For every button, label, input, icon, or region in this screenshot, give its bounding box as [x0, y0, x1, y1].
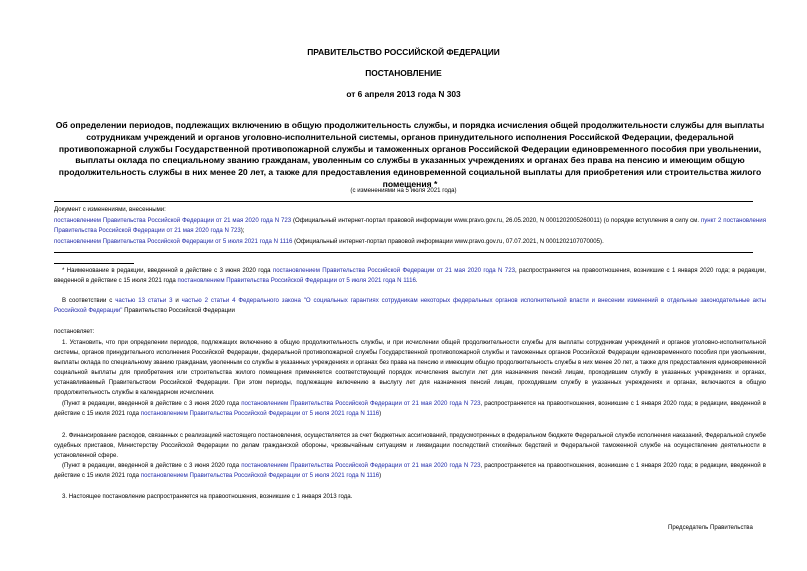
divider-bottom: [54, 252, 753, 253]
preamble-link-law[interactable]: частью 2 статьи 4 Федерального закона "О социальных гарантиях сотрудникам некоторых федеральных органов исполнительной власти и внесении изменений в отдельные законодательные акты Российской Федерации": [54, 297, 766, 314]
document-type-heading: ПОСТАНОВЛЕНИЕ: [365, 68, 442, 78]
preamble-link-article3[interactable]: частью 13 статьи 3: [115, 297, 173, 304]
p2-note-link-1116[interactable]: постановлением Правительства Российской Федерации от 5 июля 2021 года N 1116: [140, 472, 380, 479]
footnote-text-3: .: [415, 277, 418, 284]
paragraph-1-note: [54, 399, 766, 419]
change-link-1116[interactable]: постановлением Правительства Российской Федерации от 5 июля 2021 года N 1116: [54, 237, 293, 245]
footnote-text-2: , распространяется на правоотношения, возникшие с 1 января 2020 года; в редакции, введенной в действие с 15 июля 2021 года: [54, 267, 766, 284]
changes-intro: Документ с изменениями, внесенными:: [54, 206, 166, 213]
changes-block: [54, 205, 766, 247]
p2-note-text-3: ): [379, 472, 382, 479]
p2-note-text-1: (Пункт в редакции, введенной в действие с 3 июня 2020 года: [62, 462, 240, 469]
change-link-723-point2[interactable]: пункт 2 постановления Правительства Российской Федерации от 21 мая 2020 года N 723: [54, 216, 766, 235]
preamble-text-3: Правительство Российской Федерации: [124, 307, 235, 314]
change-item-1: [54, 216, 766, 237]
paragraph-2-note: [54, 461, 766, 481]
p1-note-link-1116[interactable]: постановлением Правительства Российской Федерации от 5 июля 2021 года N 1116: [140, 410, 380, 417]
paragraph-1: 1. Установить, что при определении периодов, подлежащих включению в общую продолжительность службы, и при исчислении общей продолжительности службы для выплаты сотрудникам учреждений и органов уголовно-исполнительной системы, органов принудительного исполнения Российской Федерации, федеральной противопожарной службы Государственной противопожарной службы и таможенных органов Российской Федерации единовременного пособия при увольнении, выплаты оклада по специальному званию гражданам, уволенным со службы в указанных учреждениях и органах без права на пенсию и имеющим общую продолжительность службы в них менее 20 лет, а также для предоставления единовременной социальной выплаты для приобретения или строительства жилого помещения применяется соответствующий порядок исчисления выслуги лет для назначения пенсий лицам, проходившим службу в указанных учреждениях и органах, устанавливаемый Правительством Российской Федерации. При этом периоды, подлежащие включению в выслугу лет для назначения пенсий лицам, проходившим службу в указанных учреждениях и органах, включаются в общую продолжительность службы в календарном исчислении.: [54, 339, 766, 396]
document-title: Об определении периодов, подлежащих включению в общую продолжительность службы, и порядка исчисления общей продолжительности службы для выплаты сотрудникам учреждений и органов уголовно-исполнительной системы, органов принудительного исполнения Российской Федерации, федеральной противопожарной службы Государственной противопожарной службы и таможенных органов Российской Федерации единовременного пособия при увольнении, выплаты оклада по специальному званию гражданам, уволенным со службы в указанных учреждениях и органах без права на пенсию и имеющим общую продолжительность службы в них менее 20 лет, а также для предоставления единовременной социальной выплаты для приобретения или строительства жилого помещения *: [55, 120, 765, 189]
p1-note-text-1: (Пункт в редакции, введенной в действие с 3 июня 2020 года: [62, 400, 240, 407]
footnote-text-1: * Наименование в редакции, введенной в действие с 3 июня 2020 года: [62, 267, 271, 274]
change-link-723[interactable]: постановлением Правительства Российской Федерации от 21 мая 2020 года N 723: [54, 216, 292, 224]
p1-note-link-723[interactable]: постановлением Правительства Российской Федерации от 21 мая 2020 года N 723: [241, 400, 481, 407]
footnote-separator: [54, 263, 134, 264]
footnote: [54, 266, 766, 286]
preamble: [54, 296, 766, 316]
change-text-1116: (Официальный интернет-портал правовой информации www.pravo.gov.ru, 07.07.2021, N 0001202107070005).: [294, 237, 604, 245]
signature: Председатель Правительства: [668, 524, 753, 531]
government-heading: ПРАВИТЕЛЬСТВО РОССИЙСКОЙ ФЕДЕРАЦИИ: [307, 47, 500, 57]
revision-note: (с изменениями на 5 июля 2021 года): [350, 187, 457, 194]
p1-note-text-3: ): [379, 410, 382, 417]
date-number-heading: от 6 апреля 2013 года N 303: [346, 89, 461, 99]
decrees-word: постановляет:: [54, 328, 95, 335]
change-text-723: (Официальный интернет-портал правовой информации www.pravo.gov.ru, 26.05.2020, N 0001202005260011) (о порядке вступления в силу см.: [293, 216, 700, 224]
p2-note-link-723[interactable]: постановлением Правительства Российской Федерации от 21 мая 2020 года N 723: [241, 462, 481, 469]
change-text-723-end: );: [240, 227, 245, 235]
preamble-text-1: В соответствии с: [62, 297, 113, 304]
footnote-link-723[interactable]: постановлением Правительства Российской Федерации от 21 мая 2020 года N 723: [272, 267, 515, 274]
preamble-text-2: и: [175, 297, 179, 304]
p2-note-text-2: , распространяется на правоотношения, возникшие с 1 января 2020 года; в редакции, введенной в действие с 15 июля 2021 года: [54, 462, 766, 479]
paragraph-3: 3. Настоящее постановление распространяется на правоотношения, возникшие с 1 января 2013 года.: [62, 493, 353, 500]
change-item-2: [54, 237, 766, 248]
divider-top: [54, 201, 753, 202]
p1-note-text-2: , распространяется на правоотношения, возникшие с 1 января 2020 года; в редакции, введенной в действие с 15 июля 2021 года: [54, 400, 766, 417]
footnote-link-1116[interactable]: постановлением Правительства Российской Федерации от 5 июля 2021 года N 1116: [177, 277, 416, 284]
paragraph-2: 2. Финансирование расходов, связанных с реализацией настоящего постановления, осуществляется за счет бюджетных ассигнований, предусмотренных в федеральном бюджете Федеральной службе исполнения наказаний, Федеральной службе судебных приставов, Министерству Российской Федерации по делам гражданской обороны, чрезвычайным ситуациям и ликвидации последствий стихийных бедствий и Федеральной таможенной службе на осуществление деятельности в установленной сфере.: [54, 432, 766, 459]
